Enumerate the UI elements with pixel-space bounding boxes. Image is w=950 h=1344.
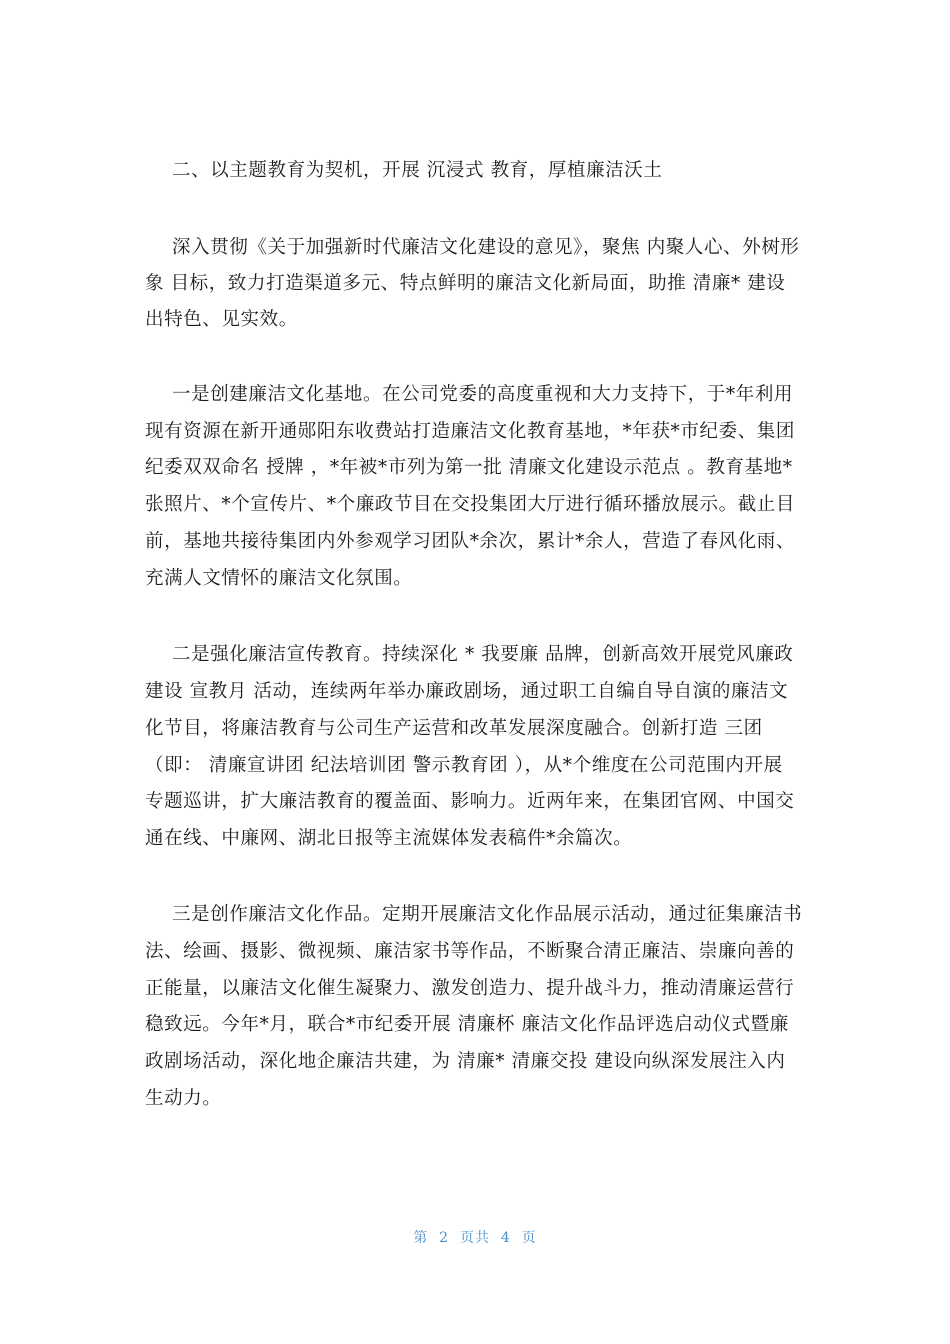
paragraph-line: 二是强化廉洁宣传教育。持续深化 * 我要廉 品牌，创新高效开展党风廉政 [172,644,794,665]
paragraph-line: 三是创作廉洁文化作品。定期开展廉洁文化作品展示活动，通过征集廉洁书 [172,904,803,925]
footer-middle: 页共 [460,1230,490,1246]
paragraph-line: 化节目，将廉洁教育与公司生产运营和改革发展深度融合。创新打造 三团 [145,718,763,739]
paragraph-line: 出特色、见实效。 [145,309,298,330]
paragraph-line: 现有资源在新开通郧阳东收费站打造廉洁文化教育基地，*年获*市纪委、集团 [145,421,796,442]
paragraph-line: 张照片、*个宣传片、*个廉政节目在交投集团大厅进行循环播放展示。截止目 [145,494,796,515]
paragraph-line: 专题巡讲，扩大廉洁教育的覆盖面、影响力。近两年来，在集团官网、中国交 [145,791,795,812]
paragraph-line: 前，基地共接待集团内外参观学习团队*余次，累计*余人，营造了春风化雨、 [145,531,796,552]
section-heading: 二、以主题教育为契机，开展 沉浸式 教育，厚植廉洁沃土 [172,160,663,181]
paragraph-line: 建设 宣教月 活动，连续两年举办廉政剧场，通过职工自编自导自演的廉洁文 [145,681,789,702]
total-pages: 4 [500,1230,511,1246]
paragraph-line: 生动力。 [145,1088,222,1109]
paragraph-line: 一是创建廉洁文化基地。在公司党委的高度重视和大力支持下，于*年利用 [172,384,794,405]
paragraph-line: 通在线、中廉网、湖北日报等主流媒体发表稿件*余篇次。 [145,828,633,849]
paragraph-line: （即： 清廉宣讲团 纪法培训团 警示教育团 ），从*个维度在公司范围内开展 [145,755,783,776]
paragraph-line: 充满人文情怀的廉洁文化氛围。 [145,568,413,589]
page-footer [0,1227,950,1247]
paragraph-line: 法、绘画、摄影、微视频、廉洁家书等作品，不断聚合清正廉洁、崇廉向善的 [145,941,795,962]
current-page-number: 2 [439,1230,450,1246]
paragraph-line: 象 目标，致力打造渠道多元、特点鲜明的廉洁文化新局面，助推 清廉* 建设 [145,273,786,294]
paragraph-line: 稳致远。今年*月，联合*市纪委开展 清廉杯 廉洁文化作品评选启动仪式暨廉 [145,1014,789,1035]
paragraph-line: 政剧场活动，深化地企廉洁共建，为 清廉* 清廉交投 建设向纵深发展注入内 [145,1051,786,1072]
paragraph-line: 纪委双双命名 授牌 ，*年被*市列为第一批 清廉文化建设示范点 。教育基地* [145,457,793,478]
footer-prefix: 第 [413,1230,429,1246]
paragraph-line: 正能量，以廉洁文化催生凝聚力、激发创造力、提升战斗力，推动清廉运营行 [145,978,795,999]
footer-suffix: 页 [521,1230,537,1246]
paragraph-line: 深入贯彻《关于加强新时代廉洁文化建设的意见》，聚焦 内聚人心、外树形 [172,237,800,258]
